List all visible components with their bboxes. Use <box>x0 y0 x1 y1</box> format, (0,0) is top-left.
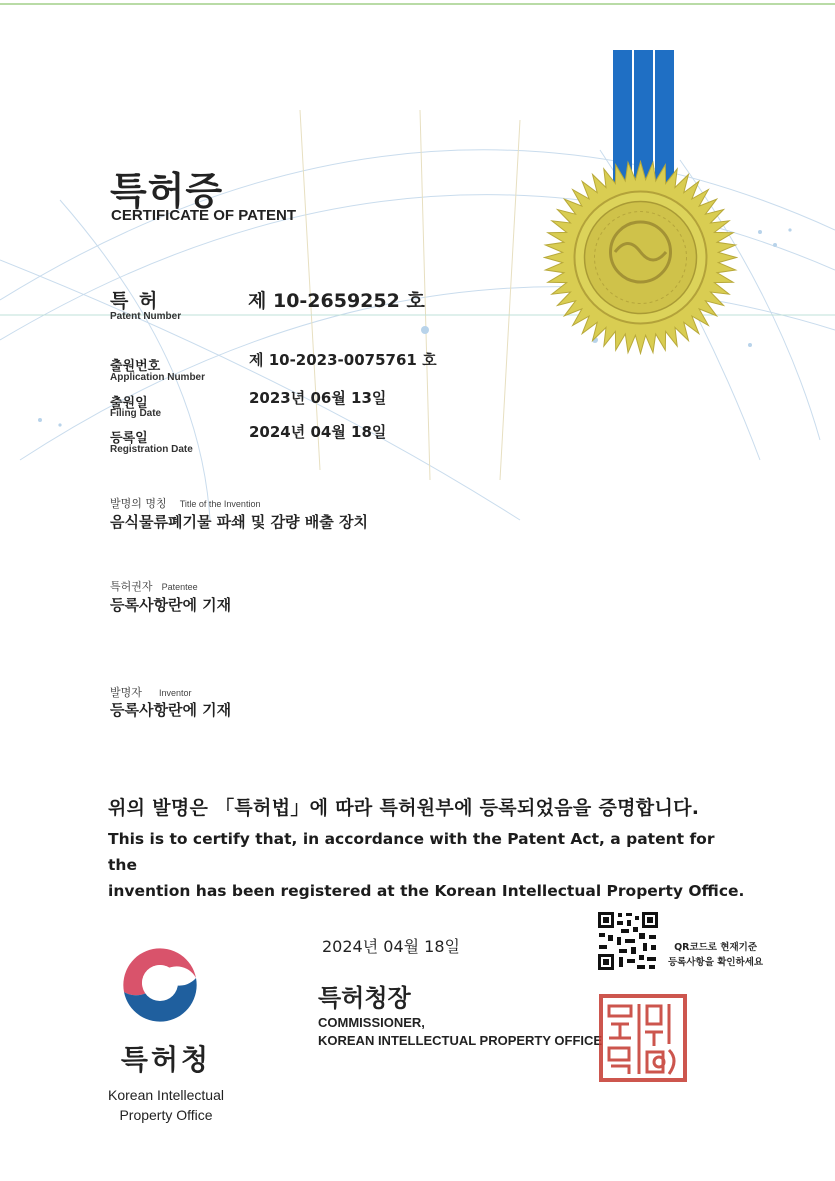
issue-date: 2024년 04월 18일 <box>322 937 460 956</box>
application-number-label-ko: 출원번호 <box>110 359 161 374</box>
invention-label <box>110 492 260 511</box>
qr-code-icon[interactable] <box>597 911 659 971</box>
patentee-label-en: Patentee <box>161 582 198 592</box>
taegeuk-logo-icon <box>112 938 208 1030</box>
patent-number-label-ko: 특 허 <box>110 290 160 312</box>
patent-number-label-en: Patent Number <box>110 311 182 322</box>
filing-date-label-ko: 출원일 <box>110 396 148 411</box>
kipo-name-en-line2: Property Office <box>119 1107 213 1123</box>
invention-label-en: Title of the Invention <box>179 499 261 509</box>
inventor-label-ko: 발명자 <box>110 686 142 699</box>
invention-title-value: 음식물류폐기물 파쇄 및 감량 배출 장치 <box>110 513 368 531</box>
registration-date-value: 2024년 04월 18일 <box>249 423 387 441</box>
commissioner-title-ko: 특허청장 <box>318 984 411 1012</box>
kipo-name-en <box>86 1085 246 1125</box>
patentee-label <box>110 575 198 594</box>
qr-note <box>668 940 763 970</box>
gold-seal-icon <box>543 160 738 355</box>
patent-number-value: 제 10-2659252 호 <box>248 290 425 312</box>
patentee-value: 등록사항란에 기재 <box>110 596 232 614</box>
red-seal-stamp-icon <box>597 992 689 1084</box>
commissioner-en-line1: COMMISSIONER, <box>318 1015 425 1030</box>
invention-label-ko: 발명의 명칭 <box>110 497 167 510</box>
filing-date-value: 2023년 06월 13일 <box>249 389 387 407</box>
inventor-label <box>110 681 192 700</box>
inventor-value: 등록사항란에 기재 <box>110 701 232 719</box>
registration-date-label-ko: 등록일 <box>110 431 148 446</box>
application-number-value: 제 10-2023-0075761 호 <box>249 351 437 369</box>
kipo-name-ko: 특허청 <box>120 1043 212 1076</box>
commissioner-en-line2: KOREAN INTELLECTUAL PROPERTY OFFICE <box>318 1033 603 1048</box>
qr-note-line1: QR코드로 현재기준 <box>674 942 758 953</box>
kipo-name-en-line1: Korean Intellectual <box>108 1087 224 1103</box>
qr-note-line2: 등록사항을 확인하세요 <box>668 957 764 968</box>
registration-date-label-en: Registration Date <box>110 444 193 455</box>
certification-en-line2: invention has been registered at the Korean Intellectual Property Office. <box>108 882 745 900</box>
certification-en-line1: This is to certify that, in accordance with the Patent Act, a patent for the <box>108 830 715 874</box>
commissioner-title-en <box>318 1014 602 1050</box>
certificate-title-ko: 특허증 <box>110 169 224 213</box>
certificate-title-en: CERTIFICATE OF PATENT <box>111 207 296 224</box>
filing-date-label-en: Filing Date <box>110 408 162 419</box>
certification-statement-en <box>108 826 748 904</box>
application-number-label-en: Application Number <box>110 372 206 383</box>
inventor-label-en: Inventor <box>158 688 192 698</box>
patentee-label-ko: 특허권자 <box>110 580 153 593</box>
certification-statement-ko: 위의 발명은 「특허법」에 따라 특허원부에 등록되었음을 증명합니다. <box>108 797 700 819</box>
